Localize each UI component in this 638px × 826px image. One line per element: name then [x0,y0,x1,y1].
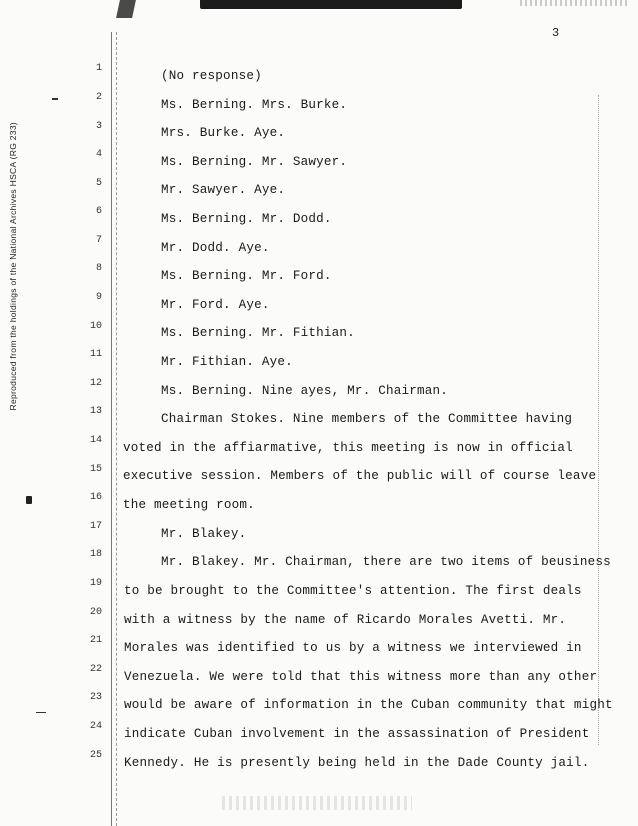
margin-mark [52,98,58,100]
transcript-line: Mr. Sawyer. Aye. [161,183,286,197]
transcript-line: Ms. Berning. Mr. Fithian. [161,326,355,340]
transcript-line: (No response) [161,69,262,83]
line-number: 1 [95,63,102,74]
line-number: 10 [89,321,102,332]
transcript-line: indicate Cuban involvement in the assassination of President [124,727,590,741]
line-number: 16 [89,492,102,503]
transcript-line: with a witness by the name of Ricardo Morales Avetti. Mr. [124,613,567,627]
transcript-line: Mr. Fithian. Aye. [161,355,293,369]
transcript-line: Mr. Blakey. [161,527,247,541]
line-number: 21 [89,635,102,646]
transcript-line: executive session. Members of the public will of course leave [123,469,597,483]
line-number: 8 [95,263,102,274]
transcript-line: Ms. Berning. Nine ayes, Mr. Chairman. [161,384,449,398]
line-number: 22 [89,664,102,675]
line-number: 18 [89,549,102,560]
transcript-line: the meeting room. [123,498,255,512]
transcript-line: Chairman Stokes. Nine members of the Committee having [161,412,573,426]
line-number: 4 [95,149,102,160]
scan-noise-bottom [222,796,412,810]
margin-rule [111,32,112,826]
line-number: 11 [89,349,102,360]
line-number: 24 [89,721,102,732]
transcript-line: Ms. Berning. Mrs. Burke. [161,98,348,112]
line-number: 2 [95,92,102,103]
right-margin-rule [598,95,599,745]
line-number: 19 [89,578,102,589]
transcript-line: would be aware of information in the Cuban community that might [124,698,613,712]
transcript-line: Mrs. Burke. Aye. [161,126,286,140]
line-number: 12 [89,378,102,389]
transcript-line: Mr. Dodd. Aye. [161,241,270,255]
scan-smudge [116,0,136,18]
transcript-line: Mr. Ford. Aye. [161,298,270,312]
transcript-line: Ms. Berning. Mr. Sawyer. [161,155,348,169]
transcript-line: Morales was identified to us by a witness we interviewed in [124,641,582,655]
transcript-line: Ms. Berning. Mr. Ford. [161,269,332,283]
line-number: 3 [95,121,102,132]
line-number: 9 [95,292,102,303]
scan-noise-top [520,0,630,6]
line-number: 20 [89,607,102,618]
line-number: 15 [89,464,102,475]
line-number: 13 [89,406,102,417]
transcript-line: Kennedy. He is presently being held in the Dade County jail. [124,756,590,770]
transcript-line: Venezuela. We were told that this witness more than any other [124,670,598,684]
line-number: 6 [95,206,102,217]
line-number: 25 [89,750,102,761]
page-number: 3 [552,26,560,40]
line-number: 17 [89,521,102,532]
line-number: 14 [89,435,102,446]
transcript-line: voted in the affiarmative, this meeting is now in official [123,441,573,455]
archive-stamp-icon [26,496,32,504]
margin-rule-secondary [116,32,117,826]
scan-top-bar [200,0,462,9]
transcript-line: Ms. Berning. Mr. Dodd. [161,212,332,226]
transcript-line: Mr. Blakey. Mr. Chairman, there are two items of beusiness [161,555,611,569]
line-number: 23 [89,692,102,703]
line-number: 5 [95,178,102,189]
archive-stamp: Reproduced from the holdings of the National Archives HSCA (RG 233) [8,122,18,411]
line-number: 7 [95,235,102,246]
transcript-line: to be brought to the Committee's attention. The first deals [124,584,582,598]
margin-mark [36,712,46,713]
